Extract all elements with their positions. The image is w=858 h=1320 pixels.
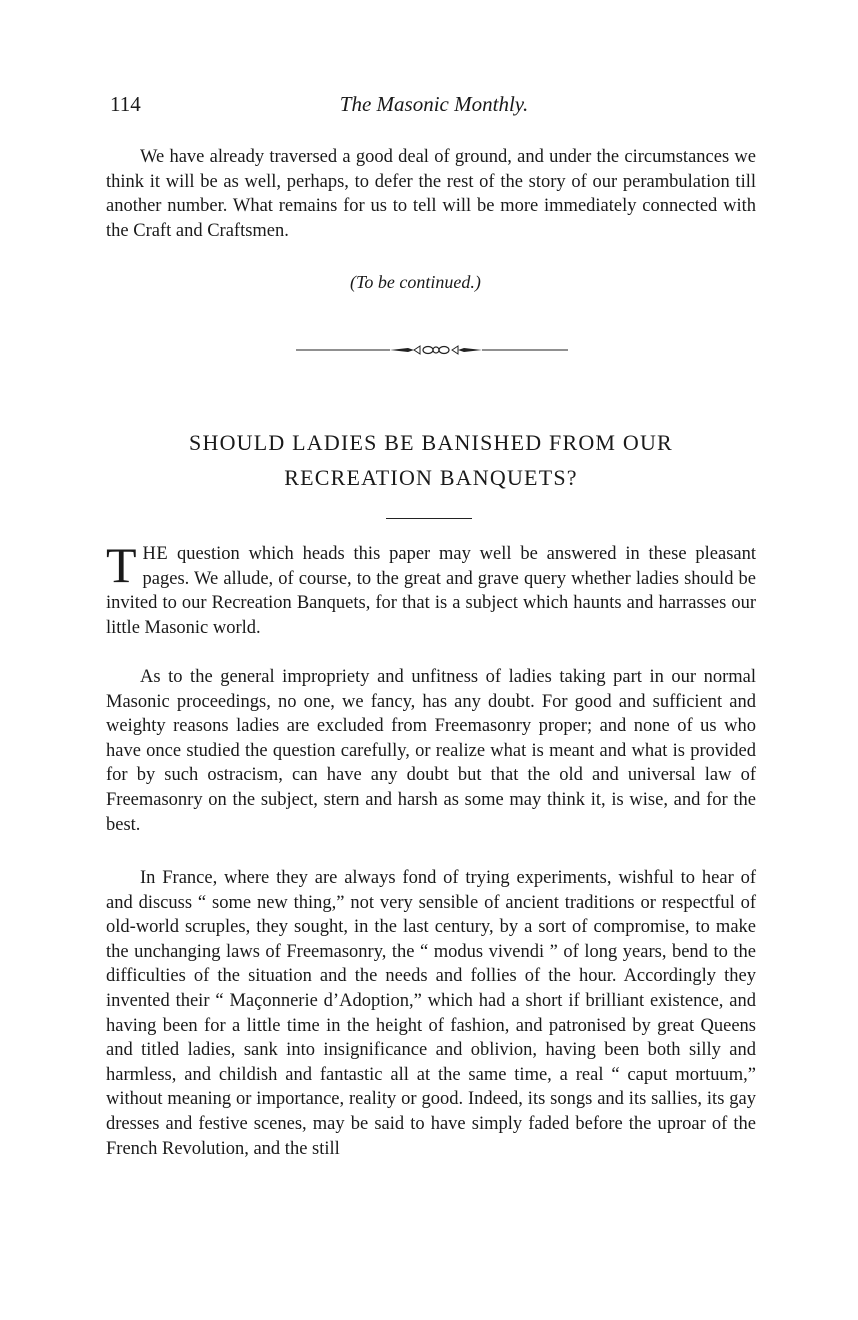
title-rule xyxy=(386,518,472,519)
article-paragraph-2: As to the general impropriety and unfitness of ladies taking part in our normal Masonic proceedings, no one, we fancy, has any doubt. For good and sufficient and weighty reasons ladies are excluded from Freemasonry proper; and none of us who have once studied the question carefully, or realize what is meant and what is provided for by such ostracism, can have any doubt but that the old and universal law of Freemasonry on the subject, stern and harsh as some may think it, is wise, and for the best. xyxy=(106,667,756,835)
page-number: 114 xyxy=(110,92,141,116)
running-title: The Masonic Monthly. xyxy=(339,92,529,116)
article-title-line-2: RECREATION BANQUETS? xyxy=(284,465,578,490)
closing-paragraph: We have already traversed a good deal of ground, and under the circumstances we think it will be as well, perhaps, to defer the rest of the story of our perambulation till another number. What remains for us to tell will be more immediately connected with the Craft and Craftsmen. xyxy=(106,147,756,241)
continued-note: (To be continued.) xyxy=(350,272,481,292)
running-header xyxy=(110,92,758,122)
first-word-rest: HE xyxy=(142,544,169,564)
paragraph-1-text: question which heads this paper may well be answered in these pleasant pages. We allude, of course, to the great and grave query whether ladies should be invited to our Recreation Banquets, for that is a subject which haunts and harrasses our little Masonic world. xyxy=(106,544,756,638)
article-paragraph-3: In France, where they are always fond of trying experiments, wishful to hear of and discuss “ some new thing,” not very sensible of ancient traditions or respectful of old-world scruples, they sought, in the last century, by a sort of compromise, to make the unchanging laws of Freemasonry, the “ modus vivendi ” of long years, bend to the difficulties of the situation and the needs and follies of the hour. Accordingly they invented their “ Maçonnerie d’Adoption,” which had a short if brilliant existence, and having been for a little time in the height of fashion, and patronised by great Queens and titled ladies, sank into insignificance and oblivion, having been both silly and harmless, and childish and fantastic all at the same time, a real “ caput mortuum,” without meaning or importance, reality or good. Indeed, its songs and its sallies, its gay dresses and festive scenes, may be said to have simply faded before the uproar of the French Revolution, and the still xyxy=(106,868,756,1159)
drop-cap: T xyxy=(106,537,137,593)
article-title-line-1: SHOULD LADIES BE BANISHED FROM OUR xyxy=(189,430,673,455)
article-paragraph-1 xyxy=(106,537,756,640)
section-divider-ornament xyxy=(296,342,568,358)
